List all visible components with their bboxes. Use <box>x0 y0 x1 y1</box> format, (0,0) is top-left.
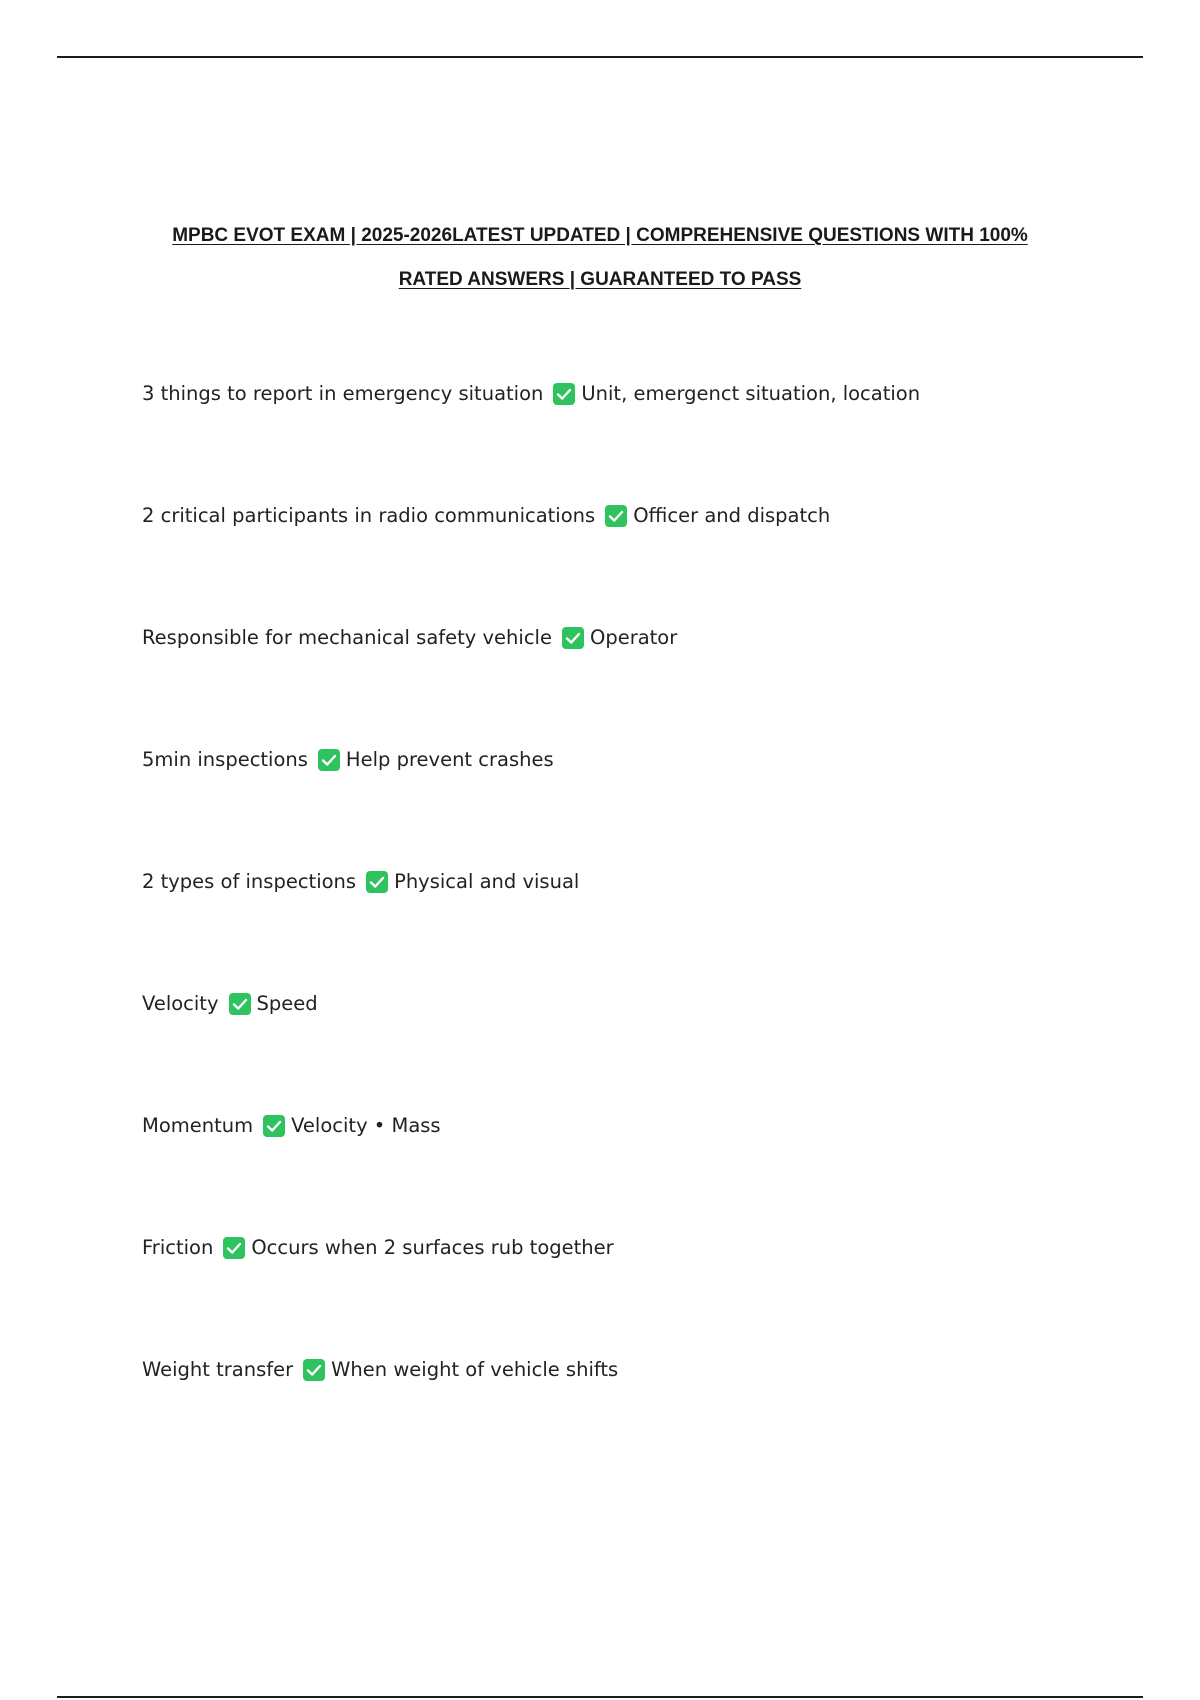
qa-item <box>142 991 318 1017</box>
qa-item <box>142 381 920 407</box>
qa-item <box>142 1357 618 1383</box>
answer-text: Officer and dispatch <box>633 504 831 527</box>
title-line-2: RATED ANSWERS | GUARANTEED TO PASS <box>398 269 802 290</box>
title-line-1: MPBC EVOT EXAM | 2025-2026LATEST UPDATED | COMPREHENSIVE QUESTIONS WITH 100% <box>172 225 1028 246</box>
check-mark-icon <box>562 627 584 649</box>
qa-item <box>142 747 554 773</box>
answer-text: Velocity • Mass <box>291 1114 441 1137</box>
check-mark-icon <box>229 993 251 1015</box>
question-text: 5min inspections <box>142 748 308 771</box>
answer-text: Physical and visual <box>394 870 580 893</box>
qa-item <box>142 1113 441 1139</box>
question-text: 2 types of inspections <box>142 870 357 893</box>
bottom-rule <box>57 1696 1143 1698</box>
check-mark-icon <box>366 871 388 893</box>
answer-text: Occurs when 2 surfaces rub together <box>251 1236 614 1259</box>
answer-text: Speed <box>256 992 318 1015</box>
check-mark-icon <box>303 1359 325 1381</box>
qa-item <box>142 1235 614 1261</box>
check-mark-icon <box>223 1237 245 1259</box>
top-rule <box>57 56 1143 58</box>
question-text: 3 things to report in emergency situation <box>142 382 544 405</box>
question-text: Responsible for mechanical safety vehicle <box>142 626 552 649</box>
question-text: 2 critical participants in radio communications <box>142 504 596 527</box>
check-mark-icon <box>605 505 627 527</box>
question-text: Velocity <box>142 992 219 1015</box>
answer-text: When weight of vehicle shifts <box>331 1358 619 1381</box>
check-mark-icon <box>263 1115 285 1137</box>
question-text: Friction <box>142 1236 214 1259</box>
qa-item <box>142 625 677 651</box>
check-mark-icon <box>553 383 575 405</box>
question-text: Momentum <box>142 1114 254 1137</box>
answer-text: Unit, emergenct situation, location <box>581 382 921 405</box>
qa-item <box>142 503 830 529</box>
document-title <box>80 214 1120 302</box>
question-text: Weight transfer <box>142 1358 294 1381</box>
answer-text: Operator <box>589 626 678 649</box>
check-mark-icon <box>318 749 340 771</box>
qa-item <box>142 869 579 895</box>
answer-text: Help prevent crashes <box>345 748 554 771</box>
